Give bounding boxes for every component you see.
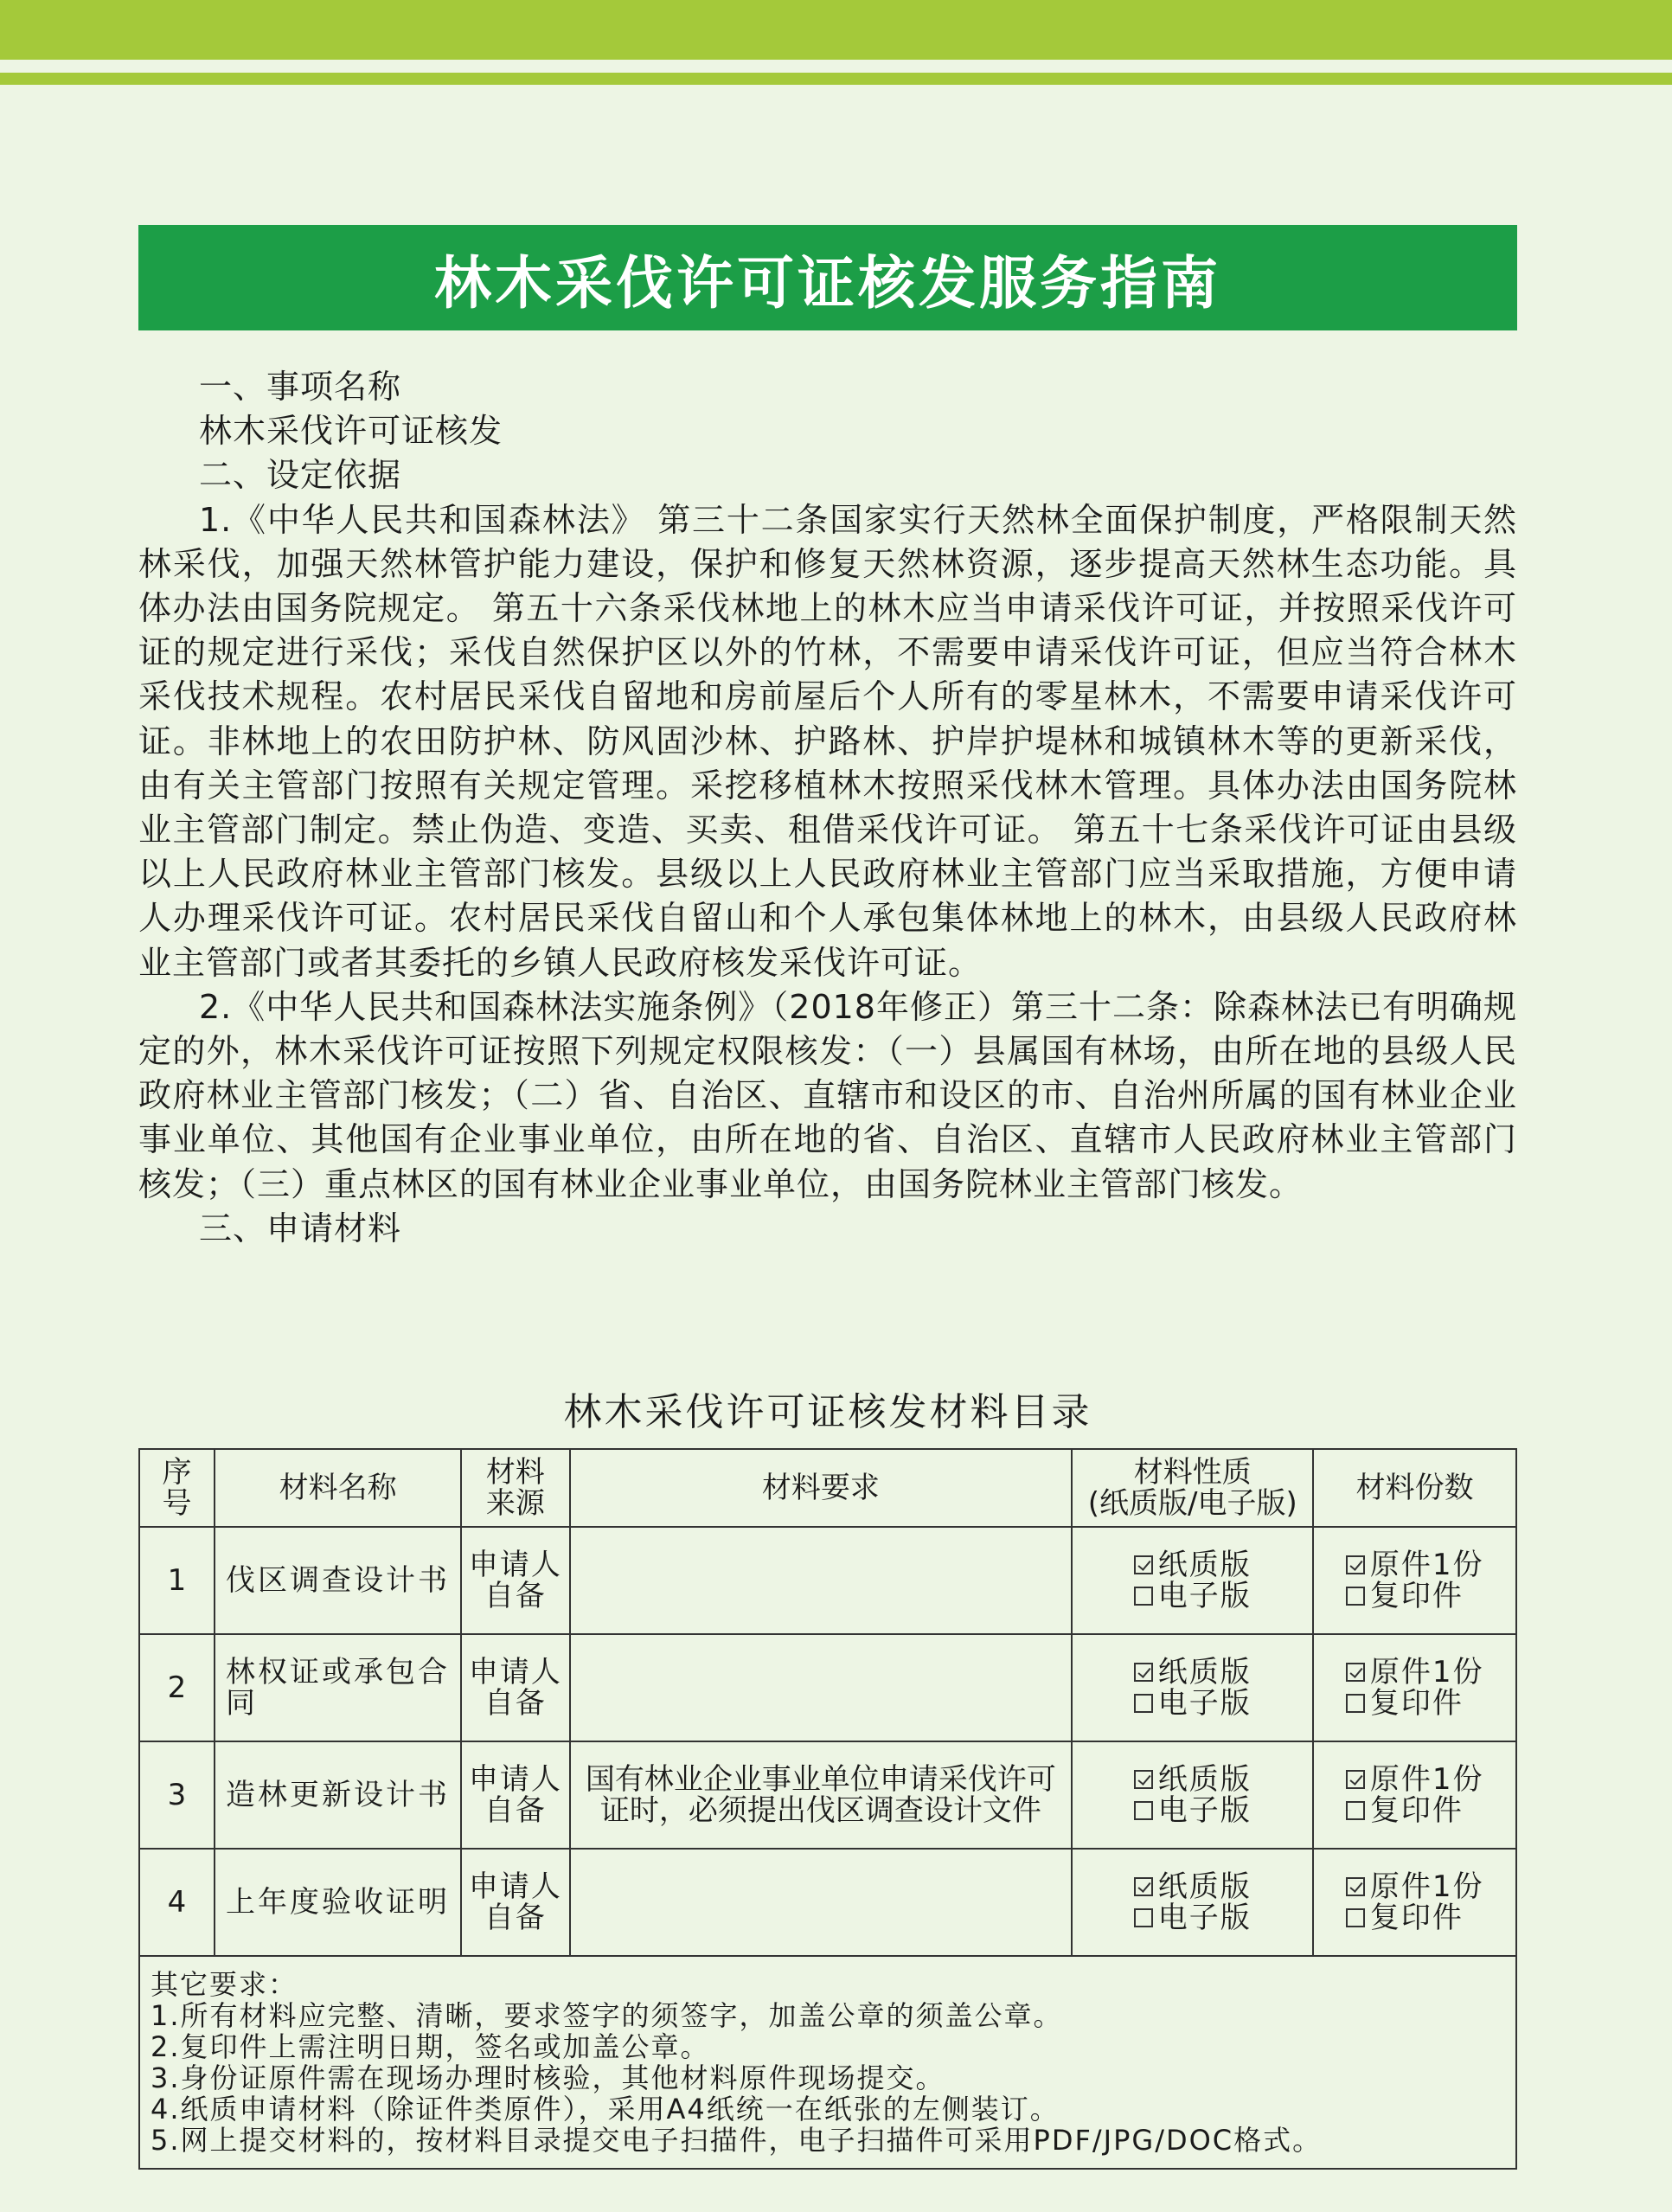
row-nature [1072,1527,1313,1634]
row-seq: 3 [139,1741,215,1849]
row-nature [1072,1849,1313,1956]
header-nature [1072,1449,1313,1527]
guide-content [138,365,1517,1251]
row-source-line2: 自备 [484,1793,547,1828]
row-nature [1072,1741,1313,1849]
section-2-heading: 二、设定依据 [199,456,402,495]
row-source-line2: 自备 [484,1901,547,1935]
row-material-name: 林权证或承包合同 [215,1634,461,1741]
unchecked-box-icon [1134,1587,1153,1606]
row-source [461,1527,569,1634]
checked-box-icon [1134,1770,1153,1789]
checked-box-icon [1134,1877,1153,1896]
row-requirement: 国有林业企业事业单位申请采伐许可证时，必须提出伐区调查设计文件 [570,1741,1073,1849]
header-nature-line1: 材料性质 [1133,1455,1252,1490]
row-source [461,1849,569,1956]
option-electronic: 电子版 [1157,1793,1252,1828]
notes-item: 4.纸质申请材料（除证件类原件），采用A4纸统一在纸张的左侧装订。 [151,2093,1060,2125]
checked-box-icon [1346,1555,1365,1574]
row-material-name: 伐区调查设计书 [215,1527,461,1634]
option-original: 原件1份 [1369,1548,1484,1582]
top-accent-line [0,73,1672,85]
row-source-line2: 自备 [484,1686,547,1721]
option-original: 原件1份 [1369,1762,1484,1797]
row-requirement [570,1634,1073,1741]
materials-table [138,1448,1517,2170]
row-source-line1: 申请人 [468,1869,562,1904]
row-material-name: 上年度验收证明 [215,1849,461,1956]
option-original: 原件1份 [1369,1869,1484,1904]
section-2-paragraph-2: 2.《中华人民共和国森林法实施条例》（2018年修正）第三十二条：除森林法已有明确规定的外，林木采伐许可证按照下列规定权限核发：（一）县属国有林场，由所在地的县级人民政府林业主管部门核发；（二）省、自治区、直辖市和设区的市、自治州所属的国有林业企业事业单位、其他国有企业事业单位，由所在地的省、自治区、直辖市人民政府林业主管部门核发；（三）重点林区的国有林业企业事业单位，由国务院林业主管部门核发。 [138,987,1517,1203]
unchecked-box-icon [1134,1694,1153,1713]
unchecked-box-icon [1346,1587,1365,1606]
row-count [1313,1634,1516,1741]
option-paper: 纸质版 [1157,1655,1252,1689]
row-seq: 2 [139,1634,215,1741]
notes-item: 5.网上提交材料的，按材料目录提交电子扫描件，电子扫描件可采用PDF/JPG/DOC格式。 [151,2124,1323,2157]
option-paper: 纸质版 [1157,1548,1252,1582]
checked-box-icon [1134,1663,1153,1682]
table-header-row [139,1449,1516,1527]
notes-item: 1.所有材料应完整、清晰，要求签字的须签字，加盖公章的须盖公章。 [151,1999,1063,2032]
unchecked-box-icon [1346,1908,1365,1927]
unchecked-box-icon [1346,1694,1365,1713]
header-requirement: 材料要求 [570,1449,1073,1527]
unchecked-box-icon [1346,1801,1365,1820]
row-count [1313,1849,1516,1956]
row-requirement [570,1527,1073,1634]
section-1-body: 林木采伐许可证核发 [199,412,503,451]
unchecked-box-icon [1134,1801,1153,1820]
row-seq: 4 [139,1849,215,1956]
notes-row [139,1956,1516,2169]
checked-box-icon [1346,1877,1365,1896]
top-color-bar [0,0,1672,60]
header-count: 材料份数 [1313,1449,1516,1527]
section-3-heading: 三、申请材料 [199,1209,402,1247]
row-source-line1: 申请人 [468,1762,562,1797]
header-nature-line2: (纸质版/电子版) [1087,1486,1297,1521]
section-2-paragraph-1: 1.《中华人民共和国森林法》 第三十二条国家实行天然林全面保护制度，严格限制天然林采伐，加强天然林管护能力建设，保护和修复天然林资源，逐步提高天然林生态功能。具体办法由国务院规定。 第五十六条采伐林地上的林木应当申请采伐许可证，并按照采伐许可证的规定进行采伐；采伐自然保护区以外的竹林，不需要申请采伐许可证，但应当符合林木采伐技术规程。农村居民采伐自留地和房前屋后个人所有的零星林木，不需要申请采伐许可证。非林地上的农田防护林、防风固沙林、护路林、护岸护堤林和城镇林木等的更新采伐，由有关主管部门按照有关规定管理。采挖移植林木按照采伐林木管理。具体办法由国务院林业主管部门制定。禁止伪造、变造、买卖、租借采伐许可证。 第五十七条采伐许可证由县级以上人民政府林业主管部门核发。县级以上人民政府林业主管部门应当采取措施，方便申请人办理采伐许可证。农村居民采伐自留山和个人承包集体林地上的林木，由县级人民政府林业主管部门或者其委托的乡镇人民政府核发采伐许可证。 [138,500,1517,982]
other-requirements [139,1956,1516,2169]
header-source-line2: 来源 [485,1486,545,1521]
row-material-name: 造林更新设计书 [215,1741,461,1849]
option-electronic: 电子版 [1157,1579,1252,1613]
row-source [461,1634,569,1741]
section-1-heading: 一、事项名称 [199,368,402,406]
row-source-line1: 申请人 [468,1655,562,1689]
option-original: 原件1份 [1369,1655,1484,1689]
checked-box-icon [1346,1663,1365,1682]
table-row [139,1849,1516,1956]
notes-item: 3.身份证原件需在现场办理时核验，其他材料原件现场提交。 [151,2061,945,2094]
table-row [139,1527,1516,1634]
option-electronic: 电子版 [1157,1901,1252,1935]
row-source [461,1741,569,1849]
header-seq-line1: 序 [162,1455,192,1490]
header-source-line1: 材料 [485,1455,545,1490]
materials-table-title: 林木采伐许可证核发材料目录 [563,1390,1092,1434]
checked-box-icon [1346,1770,1365,1789]
header-name: 材料名称 [215,1449,461,1527]
option-copy: 复印件 [1369,1901,1464,1935]
page-title: 林木采伐许可证核发服务指南 [138,225,1517,330]
option-electronic: 电子版 [1157,1686,1252,1721]
row-count [1313,1741,1516,1849]
notes-item: 2.复印件上需注明日期，签名或加盖公章。 [151,2030,710,2063]
header-seq-line2: 号 [162,1486,192,1521]
option-copy: 复印件 [1369,1686,1464,1721]
option-copy: 复印件 [1369,1793,1464,1828]
table-row [139,1634,1516,1741]
checked-box-icon [1134,1555,1153,1574]
row-requirement [570,1849,1073,1956]
header-source [461,1449,569,1527]
row-count [1313,1527,1516,1634]
row-source-line1: 申请人 [468,1548,562,1582]
row-nature [1072,1634,1313,1741]
option-paper: 纸质版 [1157,1762,1252,1797]
header-seq [139,1449,215,1527]
option-paper: 纸质版 [1157,1869,1252,1904]
table-row [139,1741,1516,1849]
row-source-line2: 自备 [484,1579,547,1613]
option-copy: 复印件 [1369,1579,1464,1613]
unchecked-box-icon [1134,1908,1153,1927]
row-seq: 1 [139,1527,215,1634]
notes-heading: 其它要求： [151,1968,298,2001]
